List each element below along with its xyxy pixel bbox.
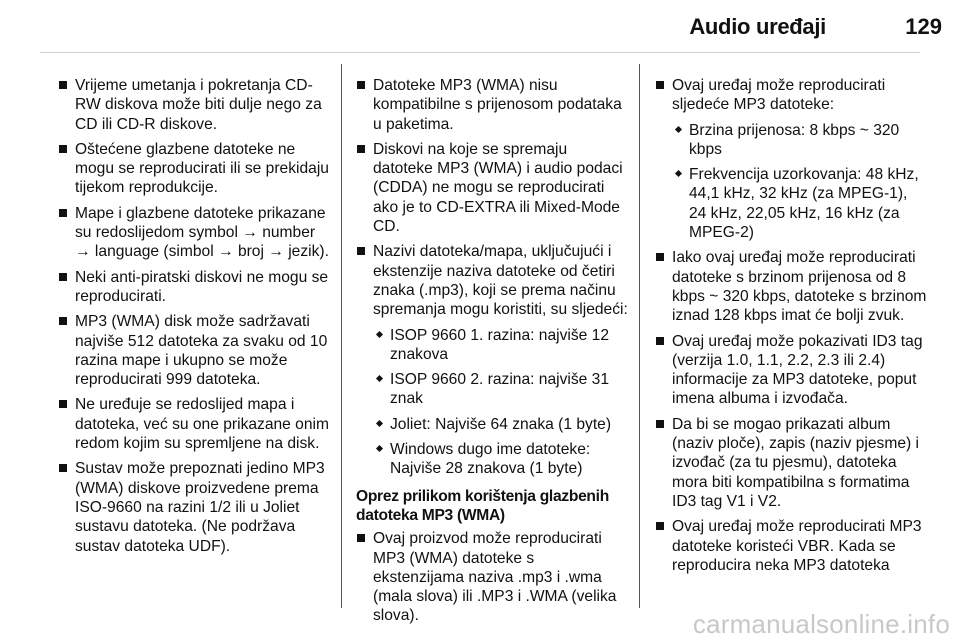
list-item: Iako ovaj uređaj može reproducirati datoteke s brzinom prijenosa od 8 kbps ~ 320 kbps, datoteke s brzinom iznad 128 kbps imat će bolji zvuk. [655,248,927,325]
list-item: Ovaj uređaj može reproducirati MP3 datoteke koristeći VBR. Kada se reproducira neka MP3 datoteka [655,517,927,575]
list-item: Ovaj uređaj može pokazivati ID3 tag (verzija 1.0, 1.1, 2.2, 2.3 ili 2.4) informacije za MP3 datoteke, poput imena albuma i izvođača. [655,332,927,409]
text-column-1 [58,76,330,562]
sub-bullet-list [672,121,927,243]
list-item: Vrijeme umetanja i pokretanja CD-RW diskova može biti dulje nego za CD ili CD-R diskove. [58,76,330,134]
section-heading: Oprez prilikom korištenja glazbenih datoteka MP3 (WMA) [356,487,609,524]
bullet-list [356,76,628,479]
sub-list-item: ISOP 9660 1. razina: najviše 12 znakova [373,326,628,365]
header-divider [40,52,920,53]
list-item-text: Nazivi datoteka/mapa, uključujući i ekstenzije naziva datoteke od četiri znaka (.mp3), koji se prema načinu spremanja mogu koristiti, su sljedeći: [373,243,628,319]
sub-bullet-list [373,326,628,479]
column-divider-2 [639,64,640,608]
sub-list-item: Brzina prijenosa: 8 kbps ~ 320 kbps [672,121,927,160]
sub-list-item: Frekvencija uzorkovanja: 48 kHz, 44,1 kHz, 32 kHz (za MPEG-1), 24 kHz, 22,05 kHz, 16 kHz (za MPEG-2) [672,165,927,242]
list-item: Ne uređuje se redoslijed mapa i datoteka, već su one prikazane onim redom kojim su spremljene na disk. [58,395,330,453]
text-column-3 [655,76,927,581]
bullet-list [655,76,927,575]
list-item: Diskovi na koje se spremaju datoteke MP3 (WMA) i audio podaci (CDDA) ne mogu se reproducirati ako je to CD-EXTRA ili Mixed-Mode CD. [356,140,628,236]
list-item: Mape i glazbene datoteke prikazane su redoslijedom symbol → number → language (simbol → broj → jezik). [58,204,330,262]
list-item: Da bi se mogao prikazati album (naziv ploče), zapis (naziv pjesme) i izvođač (za tu pjesmu), datoteka mora biti kompatibilna s formatima ID3 tag V1 i V2. [655,415,927,511]
sub-list-item: Joliet: Najviše 64 znaka (1 byte) [373,415,628,434]
list-item: Sustav može prepoznati jedino MP3 (WMA) diskove proizvedene prema ISO-9660 na razini 1/2 ili u Joliet sustavu datoteka. (Ne podržava sustav datoteka UDF). [58,459,330,555]
list-item: Datoteke MP3 (WMA) nisu kompatibilne s prijenosom podataka u paketima. [356,76,628,134]
list-item: MP3 (WMA) disk može sadržavati najviše 512 datoteka za svaku od 10 razina mape i ukupno se može reproducirati 999 datoteka. [58,312,330,389]
page-title: Audio uređaji [689,14,826,39]
bullet-list [356,529,628,625]
text-column-2 [356,76,628,632]
page-number: 129 [905,14,942,39]
bullet-list [58,76,330,556]
list-item-text: Ovaj uređaj može reproducirati sljedeće MP3 datoteke: [672,77,886,114]
list-item: Oštećene glazbene datoteke ne mogu se reproducirati ili se prekidaju tijekom reprodukcije. [58,140,330,198]
list-item [655,76,927,242]
sub-list-item: Windows dugo ime datoteke: Najviše 28 znakova (1 byte) [373,440,628,479]
watermark: carmanualsonline.info [692,609,950,639]
column-divider-1 [341,64,342,608]
list-item: Ovaj proizvod može reproducirati MP3 (WMA) datoteke s ekstenzijama naziva .mp3 i .wma (mala slova) ili .MP3 i .WMA (velika slova). [356,529,628,625]
list-item [356,242,628,478]
sub-list-item: ISOP 9660 2. razina: najviše 31 znak [373,370,628,409]
list-item: Neki anti-piratski diskovi ne mogu se reproducirati. [58,268,330,307]
